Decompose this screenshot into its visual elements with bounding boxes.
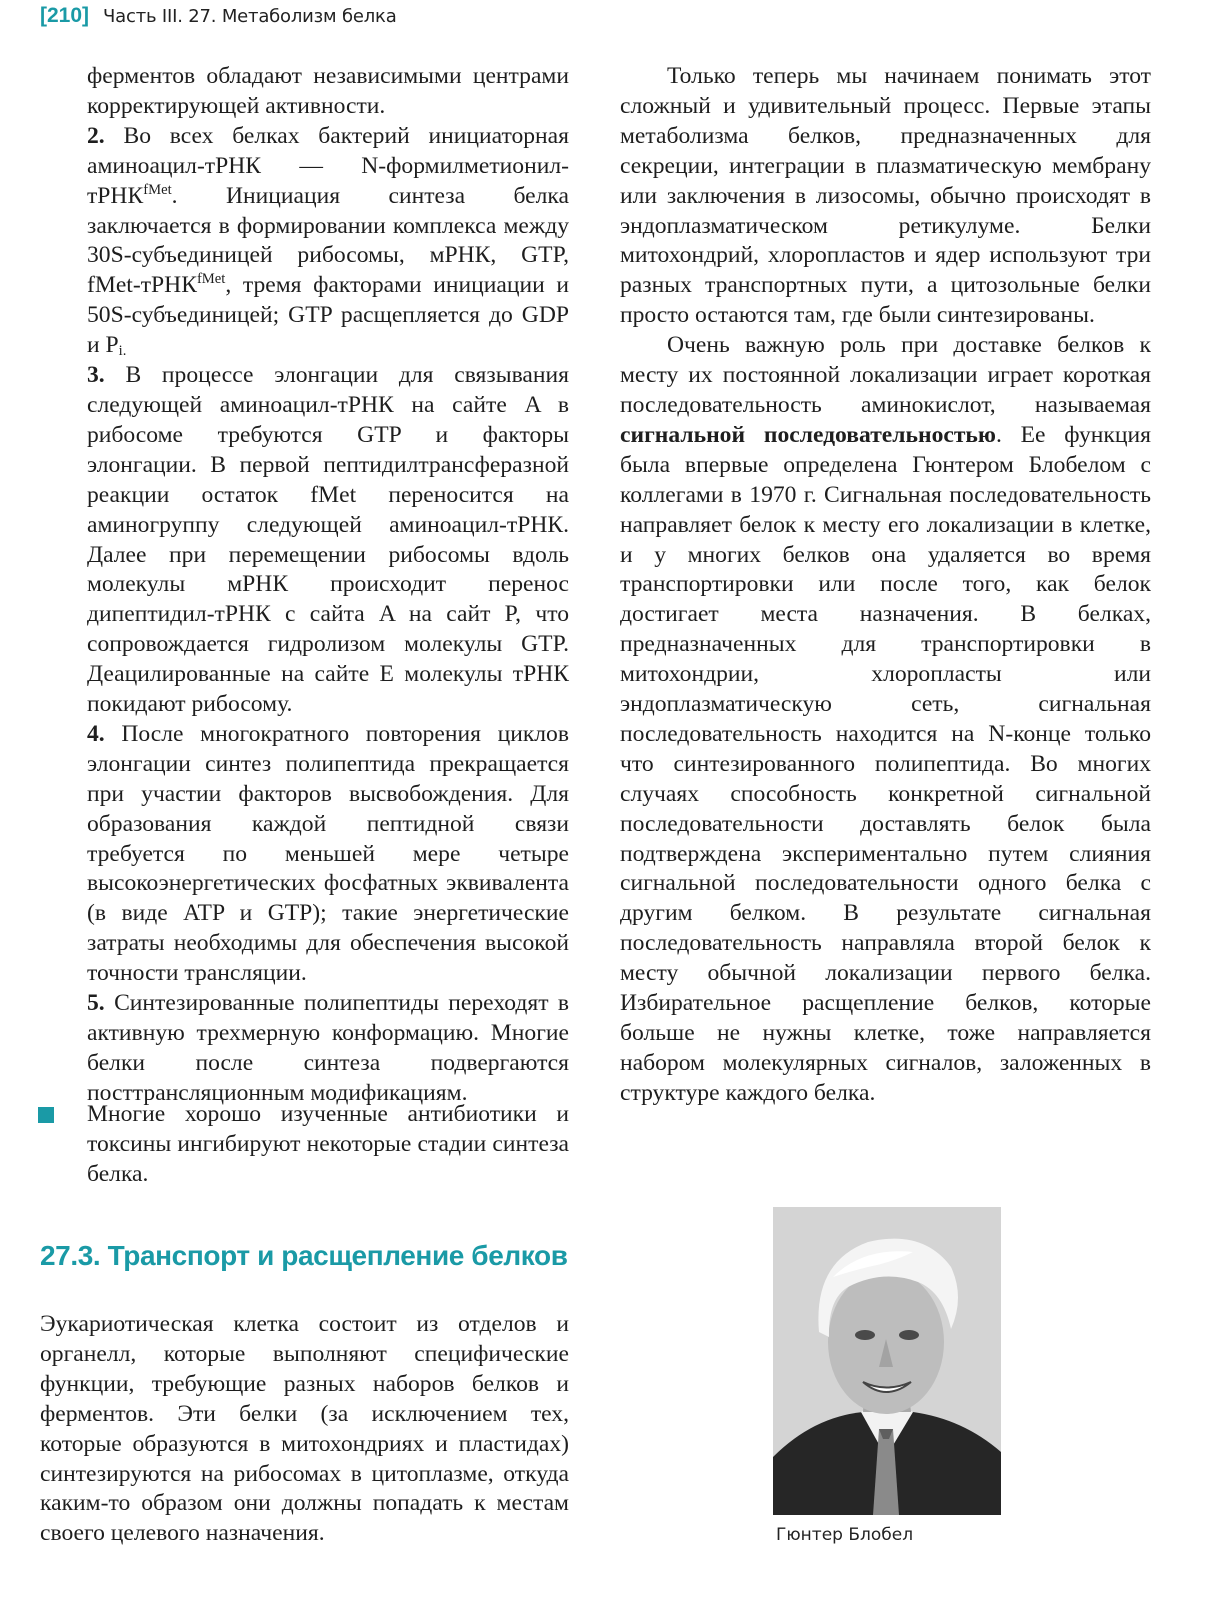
portrait-illustration: [773, 1207, 1001, 1515]
key-term: сигнальной последовательностью: [620, 421, 996, 448]
item-number: 3.: [87, 362, 105, 389]
item-number: 4.: [87, 720, 105, 747]
portrait-photo: [773, 1207, 1001, 1515]
paragraph: Очень важную роль при доставке белков к месту их постоянной локализации играет короткая последовательность аминокислот, называемая сигнальной последовательностью. Ее функция была впервые определена Гюнтером Блобелом с коллегами в 1970 г. Сигнальная последовательность направляет белок к месту его локализации в клетке, и у многих белков она удаляется во время транспортировки или после того, как белок достигает места назначения. В белках, предназначенных для транспортировки в митохондрии, хлоропласты или эндоплазматическую сеть, сигнальная последовательность находится на N-конце только что синтезированного полипептида. Во многих случаях способность конкретной сигнальной последовательности доставлять белок была подтверждена экспериментально путем слияния сигнальной последовательности одного белка с другим белком. В результате сигнальная последовательность направляла второй белок к месту обычной локализации первого белка. Избирательное расщепление белков, которые больше не нужны клетке, тоже направляется набором молекулярных сигналов, заложенных в структуре каждого белка.: [620, 332, 1151, 1106]
running-title: Часть III. 27. Метаболизм белка: [103, 6, 397, 27]
list-item-5: 5. Синтезированные полипептиды переходят в активную трехмерную конформацию. Многие белки после синтеза подвергаются посттрансляционным модификациям.: [87, 990, 569, 1106]
note-text: Многие хорошо изученные антибиотики и токсины ингибируют некоторые стадии синтеза белка.: [87, 1101, 569, 1187]
square-bullet-icon: [38, 1107, 54, 1123]
paragraph: Только теперь мы начинаем понимать этот сложный и удивительный процесс. Первые этапы метаболизма белков, предназначенных для секреции, интеграции в плазматическую мембрану или заключения в лизосомы, обычно происходят в эндоплазматическом ретикулуме. Белки митохондрий, хлоропластов и ядер используют три разных транспортных пути, а цитозольные белки просто остаются там, где были синтезированы.: [620, 63, 1151, 329]
page-number: [210]: [40, 4, 90, 27]
page-header: [40, 4, 397, 34]
key-point-note: [38, 1100, 569, 1190]
list-item-4: 4. После многократного повторения циклов элонгации синтез полипептида прекращается при участии факторов высвобождения. Для образования каждой пептидной связи требуется по меньшей мере четыре высокоэнергетических фосфатных эквивалента (в виде ATP и GTP); такие энергетические затраты необходимы для обеспечения высокой точности трансляции.: [87, 720, 569, 987]
list-item-3: 3. В процессе элонгации для связывания следующей аминоацил-тРНК на сайте A в рибосоме требуются GTP и факторы элонгации. В первой пептидилтрансферазной реакции остаток fMet переносится на аминогруппу следующей аминоацил-тРНК. Далее при перемещении рибосомы вдоль молекулы мРНК происходит перенос дипептидил-тРНК с сайта A на сайт P, что сопровождается гидролизом молекулы GTP. Деацилированные на сайте E молекулы тРНК покидают рибосому.: [87, 362, 569, 718]
paragraph-continuation: ферментов обладают независимыми центрами корректирующей активности.: [87, 63, 569, 119]
section-heading: 27.3. Транспорт и расщепление белков: [40, 1240, 568, 1271]
item-number: 2.: [87, 122, 105, 149]
list-item-2: 2. Во всех белках бактерий инициаторная аминоацил-тРНК — N-формилметионил-тРНК$^{fMet}$. Инициация синтеза белка заключается в формировании комплекса между 30S-субъединицей рибосомы, мРНК, GTP, fMet-тРНК$^{fMet}$, тремя факторами инициации и 50S-субъединицей; GTP расщепляется до GDP и $P_{i.}$: [87, 122, 569, 360]
left-column: [87, 62, 569, 1109]
right-column: [620, 62, 1151, 1109]
figure-caption: Гюнтер Блобел: [776, 1525, 914, 1545]
item-number: 5.: [87, 990, 105, 1017]
section-body: Эукариотическая клетка состоит из отделов и органелл, которые выполняют специфические функции, требующие разных наборов белков и ферментов. Эти белки (за исключением тех, которые образуются в митохондриях и пластидах) синтезируются на рибосомах в цитоплазме, откуда каким-то образом они должны попадать к местам своего целевого назначения.: [40, 1311, 569, 1547]
